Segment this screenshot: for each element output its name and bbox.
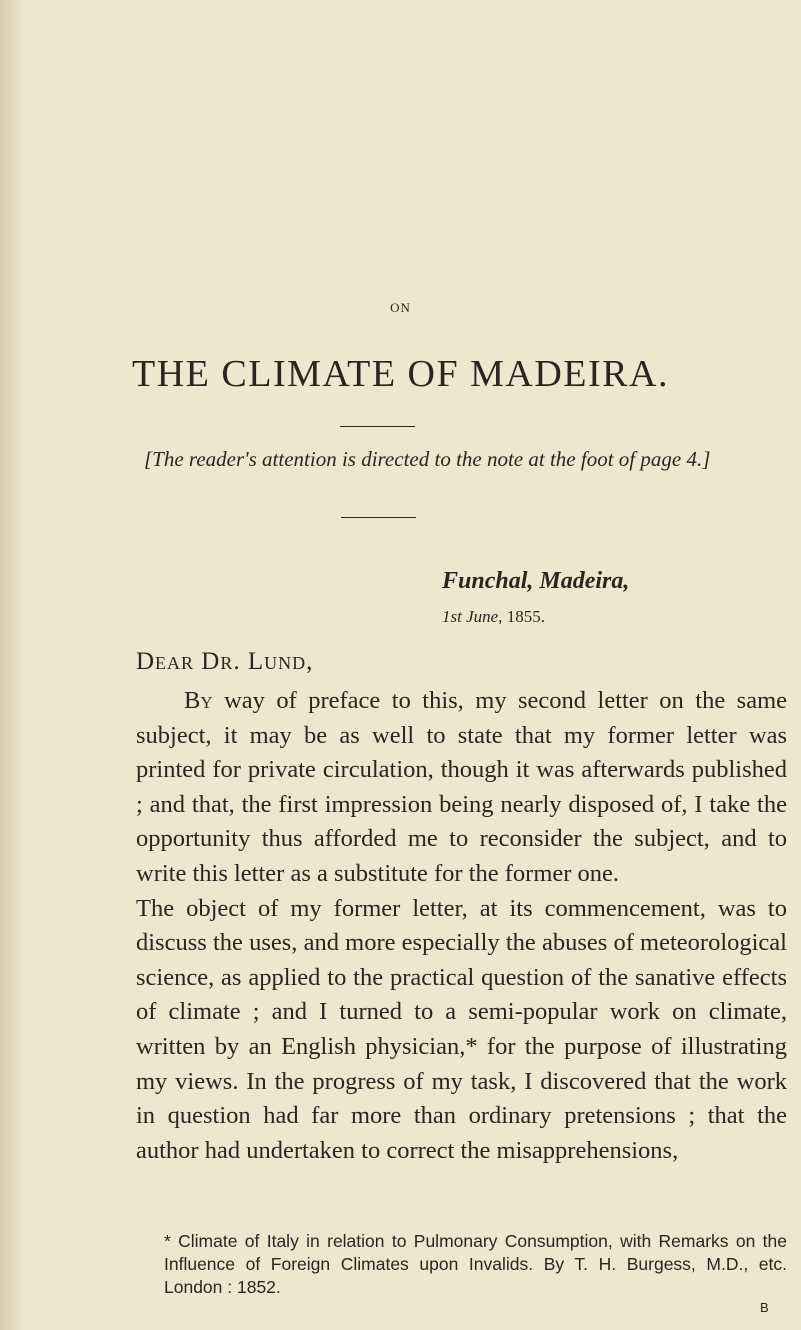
- footnote: [136, 1230, 787, 1299]
- footnote-text: * Climate of Italy in relation to Pulmonary Consumption, with Remarks on the Influence of Foreign Climates upon Invalids. By T. H. Burgess, M.D., etc. London : 1852.: [164, 1231, 787, 1297]
- letter-date-day: 1st June,: [442, 607, 503, 626]
- letter-place: Funchal, Madeira,: [442, 568, 630, 594]
- letter-body: [136, 684, 787, 1168]
- paragraph-2: The object of my former letter, at its commencement, was to discuss the uses, and more especially the abuses of meteorological science, as applied to the practical question of the sanative effects of climate ; and I turned to a semi-popular work on climate, written by an English physician,* for the purpose of illustrating my views. In the progress of my task, I discovered that the work in question had far more than ordinary pretensions ; that the author had undertaken to correct the misapprehensions,: [136, 894, 787, 1164]
- heading-on: ON: [390, 300, 411, 315]
- salutation: Dear Dr. Lund,: [136, 648, 314, 675]
- page-title: THE CLIMATE OF MADEIRA.: [132, 353, 669, 395]
- letter-date-year: 1855.: [506, 607, 545, 626]
- reader-note: [The reader's attention is directed to the note at the foot of page 4.]: [144, 447, 711, 471]
- paragraph-1-text: way of preface to this, my second letter on the same subject, it may be as well to state that my former letter was printed for private circulation, though it was afterwards published ; and that, the first impression being nearly disposed of, I take the opportunity thus afforded me to reconsider the subject, and to write this letter as a substitute for the former one.: [136, 687, 787, 887]
- divider-top: [340, 426, 415, 427]
- letter-date: [442, 607, 545, 627]
- paragraph-1: [136, 684, 787, 892]
- signature-mark: B: [760, 1300, 769, 1315]
- paragraph-1-lead: By: [184, 687, 213, 714]
- divider-bottom: [341, 517, 416, 518]
- page-edge-shadow: [0, 0, 26, 1330]
